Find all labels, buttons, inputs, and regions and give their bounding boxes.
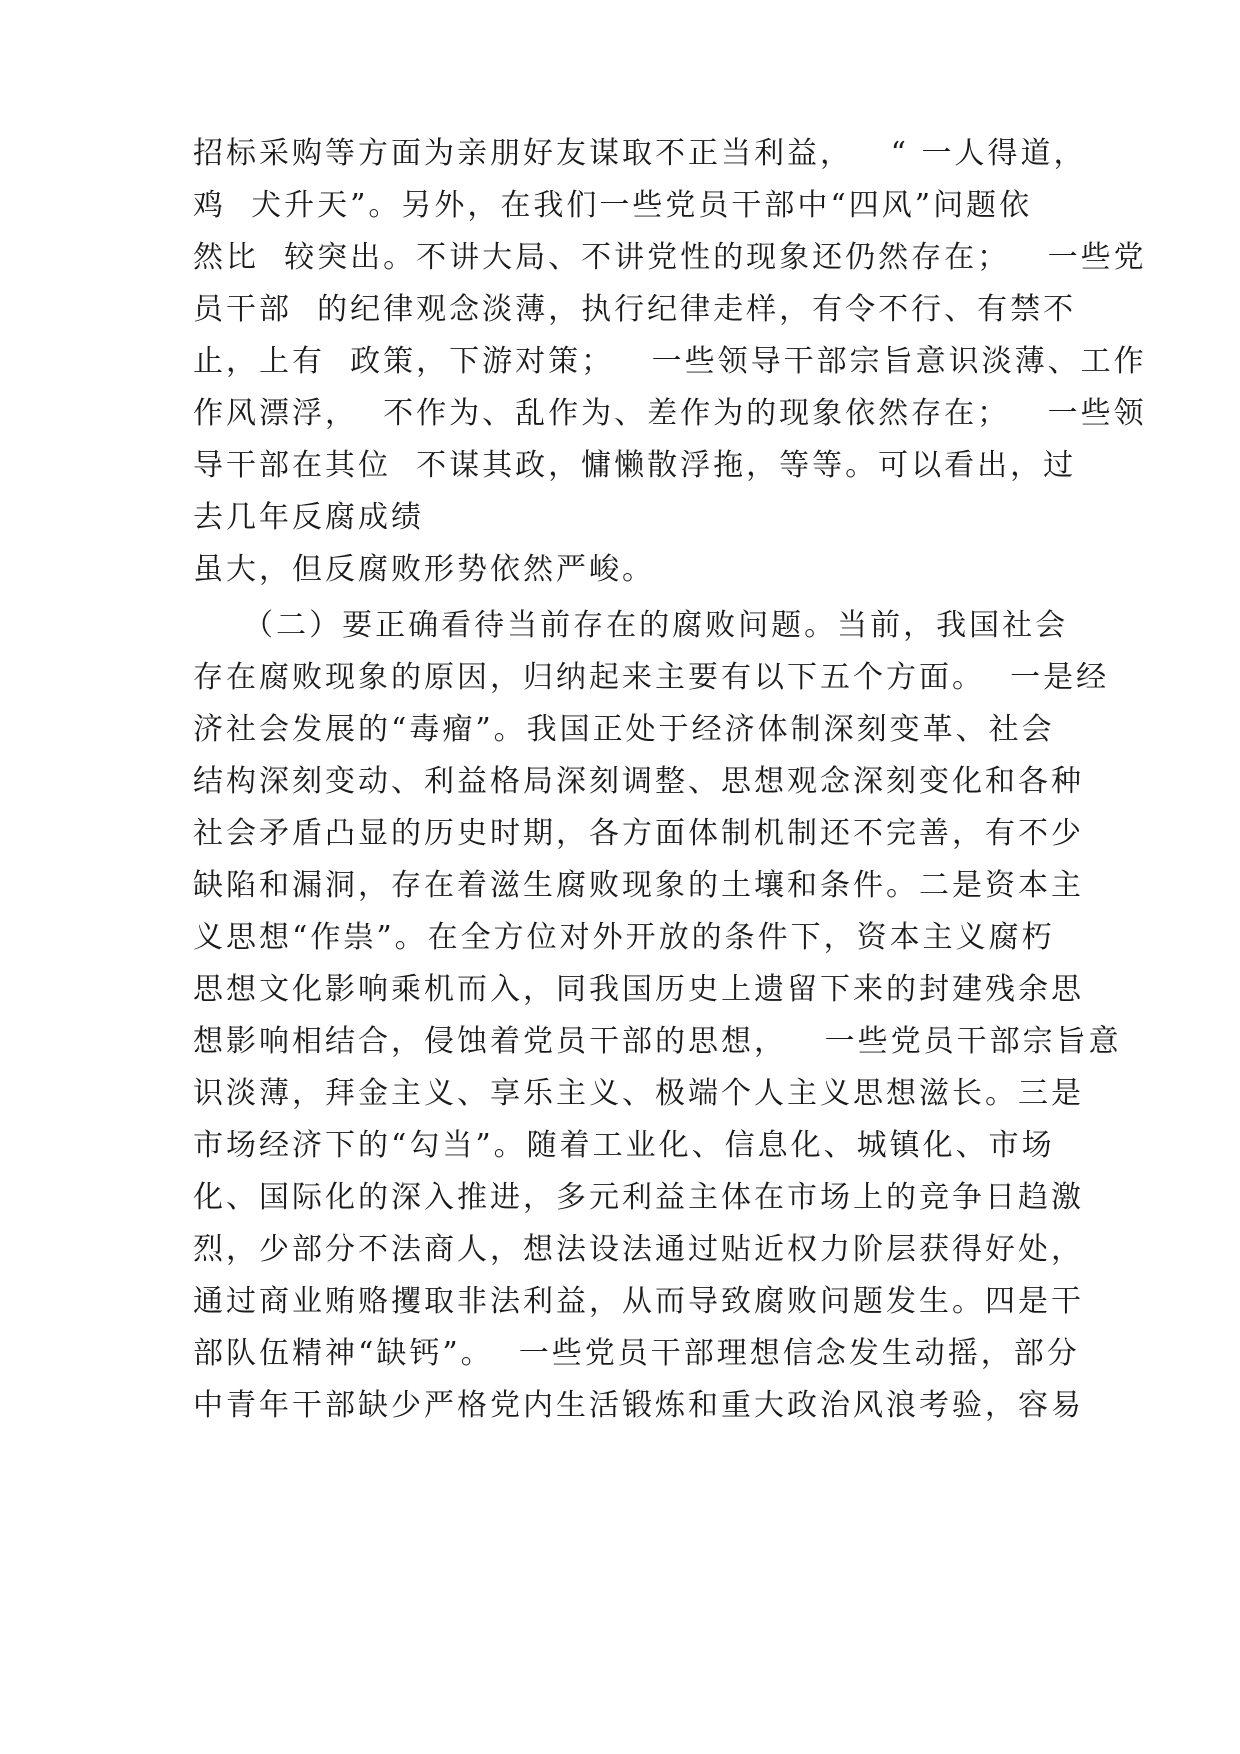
text-line: 然比 较突出。不讲大局、不讲党性的现象还仍然存在； 一些党 [193,240,1147,275]
text-line: 缺陷和漏洞，存在着滋生腐败现象的土壤和条件。二是资本主 [193,868,1084,903]
text-line: 烈，少部分不法商人，想法设法通过贴近权力阶层获得好处， [193,1232,1084,1267]
text-line: 作风漂浮， 不作为、乱作为、差作为的现象依然存在； 一些领 [193,396,1147,431]
text-line: 社会矛盾凸显的历史时期，各方面体制机制还不完善，有不少 [193,816,1084,851]
text-line: 化、国际化的深入推进，多元利益主体在市场上的竞争日趋激 [193,1180,1084,1215]
text-line: 鸡 犬升天”。另外，在我们一些党员干部中“四风”问题依 [193,188,1033,223]
text-line: 部队伍精神“缺钙”。 一些党员干部理想信念发生动摇，部分 [193,1336,1080,1371]
text-line: 思想文化影响乘机而入，同我国历史上遗留下来的封建残余思 [193,972,1084,1007]
text-line: 想影响相结合，侵蚀着党员干部的思想， 一些党员干部宗旨意 [193,1024,1122,1059]
text-line: 虽大，但反腐败形势依然严峻。 [193,552,655,587]
text-line: （二）要正确看待当前存在的腐败问题。当前，我国社会 [193,608,1069,643]
text-line: 结构深刻变动、利益格局深刻调整、思想观念深刻变化和各种 [193,764,1084,799]
text-line: 通过商业贿赂攫取非法利益，从而导致腐败问题发生。四是干 [193,1284,1084,1319]
text-line: 招标采购等方面为亲朋好友谋取不正当利益， “ 一人得道， [193,136,1087,171]
text-line: 员干部 的纪律观念淡薄，执行纪律走样，有令不行、有禁不 [193,292,1077,327]
text-line: 中青年干部缺少严格党内生活锻炼和重大政治风浪考验，容易 [193,1388,1084,1423]
text-line: 义思想“作祟”。在全方位对外开放的条件下，资本主义腐朽 [193,920,1055,955]
text-line: 存在腐败现象的原因，归纳起来主要有以下五个方面。 一是经 [193,660,1110,695]
text-line: 济社会发展的“毒瘤”。我国正处于经济体制深刻变革、社会 [193,712,1055,747]
text-line: 导干部在其位 不谋其政，慵懒散浮拖，等等。可以看出，过 [193,448,1077,483]
text-line: 止，上有 政策，下游对策； 一些领导干部宗旨意识淡薄、工作 [193,344,1147,379]
text-line: 市场经济下的“勾当”。随着工业化、信息化、城镇化、市场 [193,1128,1055,1163]
text-line: 识淡薄，拜金主义、享乐主义、极端个人主义思想滋长。三是 [193,1076,1084,1111]
text-line: 去几年反腐成绩 [193,500,424,535]
